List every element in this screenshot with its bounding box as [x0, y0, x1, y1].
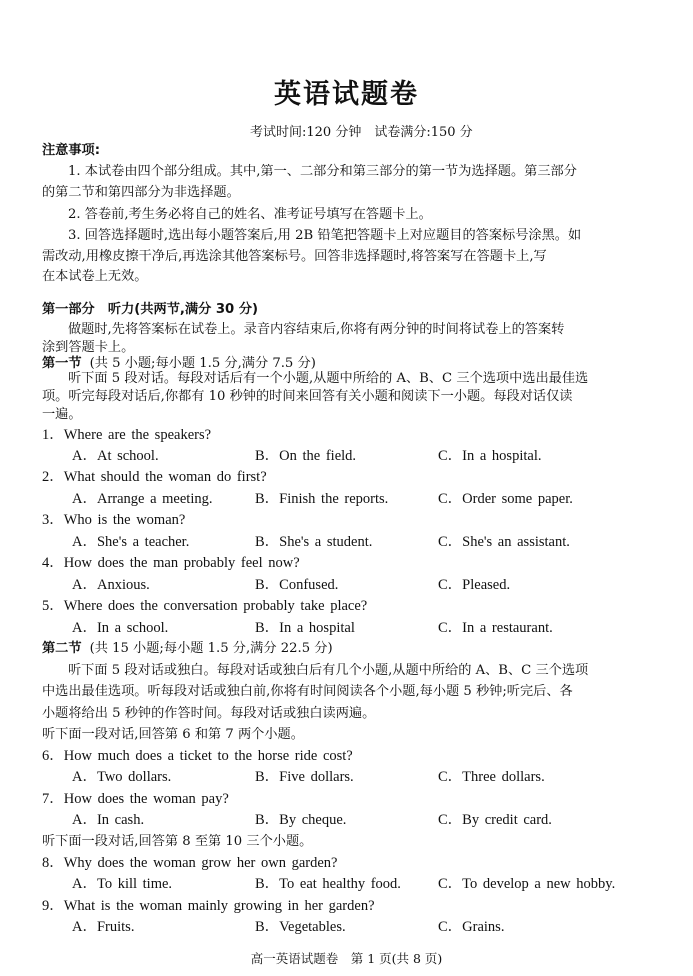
section2-instr-line-2: 中选出最佳选项。听每段对话或独白前,你将有时间阅读各个小题,每小题 5 秒钟;听完后、各 [42, 684, 573, 699]
section1-label: 第一节 [42, 356, 82, 371]
section2-lead-2: 听下面一段对话,回答第 8 至第 10 三个小题。 [42, 834, 313, 849]
question-5: 5．Where does the conversation probably take place? [42, 598, 368, 614]
question-4-option-c: C．Pleased. [438, 577, 511, 593]
question-1-option-c: C．In a hospital. [438, 448, 542, 464]
notice-item-1-line-2: 的第二节和第四部分为非选择题。 [42, 185, 240, 200]
question-8-option-a: A．To kill time. [72, 876, 173, 892]
page-title: 英语试题卷 [274, 79, 419, 110]
section1-instr-line-1: 听下面 5 段对话。每段对话后有一个小题,从题中所给的 A、B、C 三个选项中选出最佳选 [68, 371, 589, 386]
section1-instr-line-3: 一遍。 [42, 407, 82, 422]
part1-intro-line-1: 做题时,先将答案标在试卷上。录音内容结束后,你将有两分钟的时间将试卷上的答案转 [68, 322, 565, 337]
section2-instr-line-3: 小题将给出 5 秒钟的作答时间。每段对话或独白读两遍。 [42, 706, 376, 721]
question-6-option-b: B．Five dollars. [255, 769, 354, 785]
question-7-option-a: A．In cash. [72, 812, 145, 828]
section1-scoring: (共 5 小题;每小题 1.5 分,满分 7.5 分) [89, 356, 316, 371]
notice-item-3-line-1: 3. 回答选择题时,选出每小题答案后,用 2B 铅笔把答题卡上对应题目的答案标号涂黑。如 [68, 228, 582, 243]
question-4: 4．How does the man probably feel now? [42, 555, 300, 571]
question-8-option-b: B．To eat healthy food. [255, 876, 401, 892]
question-9: 9．What is the woman mainly growing in her garden? [42, 898, 375, 914]
question-5-option-c: C．In a restaurant. [438, 620, 553, 636]
part1-intro-line-2: 涂到答题卡上。 [42, 340, 135, 355]
notice-item-3-line-3: 在本试卷上无效。 [42, 269, 148, 284]
question-8: 8．Why does the woman grow her own garden? [42, 855, 338, 871]
question-7: 7．How does the woman pay? [42, 791, 229, 807]
section1-instr-line-2: 项。听完每段对话后,你都有 10 秒钟的时间来回答有关小题和阅读下一小题。每段对话仅读 [42, 389, 573, 404]
question-3-option-c: C．She's an assistant. [438, 534, 570, 550]
question-1-option-a: A．At school. [72, 448, 159, 464]
question-6: 6．How much does a ticket to the horse ride cost? [42, 748, 353, 764]
question-5-option-b: B．In a hospital [255, 620, 355, 636]
notice-item-2: 2. 答卷前,考生务必将自己的姓名、准考证号填写在答题卡上。 [68, 207, 432, 222]
question-1: 1．Where are the speakers? [42, 427, 212, 443]
section2-scoring: (共 15 小题;每小题 1.5 分,满分 22.5 分) [89, 641, 333, 656]
question-2-option-a: A．Arrange a meeting. [72, 491, 213, 507]
question-1-option-b: B．On the field. [255, 448, 357, 464]
question-3-option-b: B．She's a student. [255, 534, 373, 550]
section2-label: 第二节 [42, 641, 82, 656]
part1-heading: 第一部分 听力(共两节,满分 30 分) [42, 302, 259, 317]
question-3-option-a: A．She's a teacher. [72, 534, 190, 550]
question-7-option-b: B．By cheque. [255, 812, 347, 828]
question-4-option-a: A．Anxious. [72, 577, 150, 593]
question-9-option-b: B．Vegetables. [255, 919, 346, 935]
question-6-option-a: A．Two dollars. [72, 769, 172, 785]
question-9-option-a: A．Fruits. [72, 919, 135, 935]
question-2: 2．What should the woman do first? [42, 469, 267, 485]
notice-item-3-line-2: 需改动,用橡皮擦干净后,再选涂其他答案标号。回答非选择题时,将答案写在答题卡上,写 [42, 249, 547, 264]
question-5-option-a: A．In a school. [72, 620, 169, 636]
question-2-option-c: C．Order some paper. [438, 491, 573, 507]
notice-heading: 注意事项: [42, 143, 101, 158]
question-6-option-c: C．Three dollars. [438, 769, 545, 785]
question-9-option-c: C．Grains. [438, 919, 505, 935]
question-4-option-b: B．Confused. [255, 577, 339, 593]
section2-instr-line-1: 听下面 5 段对话或独白。每段对话或独白后有几个小题,从题中所给的 A、B、C 三个选项 [68, 663, 589, 678]
question-3: 3．Who is the woman? [42, 512, 186, 528]
section2-lead-1: 听下面一段对话,回答第 6 和第 7 两个小题。 [42, 727, 304, 742]
notice-item-1-line-1: 1. 本试卷由四个部分组成。其中,第一、二部分和第三部分的第一节为选择题。第三部分 [68, 164, 577, 179]
question-8-option-c: C．To develop a new hobby. [438, 876, 616, 892]
page-footer: 高一英语试题卷 第 1 页(共 8 页) [250, 951, 443, 966]
question-7-option-c: C．By credit card. [438, 812, 552, 828]
section2-heading [42, 638, 654, 659]
question-2-option-b: B．Finish the reports. [255, 491, 389, 507]
exam-info: 考试时间:120 分钟 试卷满分:150 分 [250, 125, 473, 140]
